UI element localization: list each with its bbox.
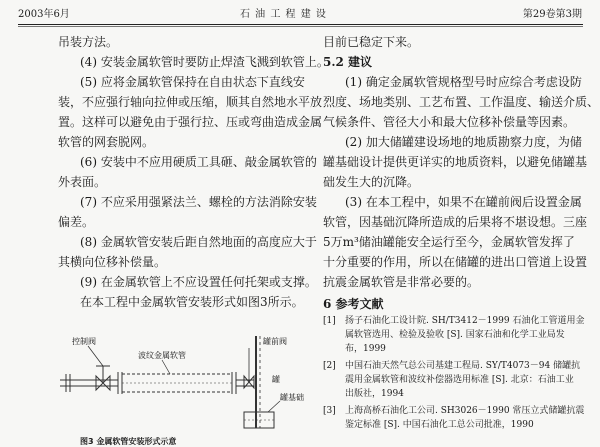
figure-3 xyxy=(58,316,308,431)
reference-text-line: 出版社，1994 xyxy=(345,389,404,399)
body-text-line: (1) 确定金属软管规格型号时应综合考虑设防 xyxy=(345,75,582,89)
recommendation-paragraph xyxy=(323,132,588,192)
recommendations-body xyxy=(323,72,600,292)
body-text-line: 置。这样可以避免由于强行拉、压或弯曲造成金属 xyxy=(58,115,323,129)
body-text-line: 5万m³储油罐能安全运行至今，金属软管发挥了 xyxy=(323,235,575,249)
body-text-line: 十分重要的作用，所以在储罐的进出口管道上设置 xyxy=(323,255,588,269)
body-text-line: 础发生大的沉降。 xyxy=(323,175,420,189)
right-column xyxy=(323,32,600,435)
section-heading-5-2: 5.2 建议 xyxy=(323,55,373,69)
recommendation-paragraph xyxy=(323,192,588,292)
body-text-line: (4) 安装金属软管时要防止焊渣飞溅到软管上。 xyxy=(80,55,329,69)
reference-item xyxy=(323,404,585,432)
header-volume: 第29卷第3期 xyxy=(522,9,582,20)
reference-list xyxy=(323,314,585,432)
body-text-line: (6) 安装中不应用硬质工具砸、敲金属软管的 xyxy=(80,155,317,169)
intro-line: 目前已稳定下来。 xyxy=(323,35,420,49)
body-text-line: 烈度、场地类别、工艺布置、工作温度、输送介质、 xyxy=(323,95,600,109)
header-date: 2003年6月 xyxy=(18,9,70,20)
figure-label-control-valve: 控制阀 xyxy=(72,337,96,346)
left-body-text xyxy=(58,32,329,312)
body-text-line: (3) 在本工程中，如果不在罐前阀后设置金属 xyxy=(345,195,582,209)
reference-number: [2] xyxy=(323,361,336,371)
body-text-line: 在本工程中金属软管安装形式如图3所示。 xyxy=(80,295,304,309)
body-text-line: (5) 应将金属软管保持在自由状态下直线安 xyxy=(80,75,305,89)
body-text-line: 抗震金属软管是非常必要的。 xyxy=(323,275,480,289)
body-text-line: (8) 金属软管安装后距自然地面的高度应大于 xyxy=(80,235,317,249)
figure-label-hose: 波纹金属软管 xyxy=(138,351,186,360)
figure-label-foundation: 罐基础 xyxy=(280,393,304,402)
header-journal: 石 油 工 程 建 设 xyxy=(240,9,327,20)
left-column xyxy=(58,32,329,447)
header-rule-thin xyxy=(18,26,583,27)
figure-caption: 图3 金属软管安装形式示意 xyxy=(80,437,177,446)
figure-label-tank: 罐 xyxy=(272,375,280,384)
header-rule xyxy=(18,24,583,25)
body-text-line: (7) 不应采用强紧法兰、螺栓的方法消除安装 xyxy=(80,195,317,209)
reference-number: [1] xyxy=(323,316,336,326)
reference-number: [3] xyxy=(323,406,336,416)
reference-text-line: 震用金属软管和波纹补偿器选用标准 [S]. 北京：石油工业 xyxy=(345,375,574,385)
reference-text-line: 布，1999 xyxy=(345,344,386,354)
reference-item xyxy=(323,359,581,401)
body-text-line: 吊装方法。 xyxy=(58,35,119,49)
body-text-line: 外表面。 xyxy=(58,175,107,189)
reference-text-line: 属软管选用、检验及验收 [S]. 国家石油和化学工业局发 xyxy=(345,330,565,340)
reference-text-line: 鉴定标准 [S]. 中国石油化工总公司批准，1990 xyxy=(345,420,534,430)
reference-text-line: 扬子石油化工设计院. SH/T3412－1999 石油化工管道用金 xyxy=(345,316,585,326)
running-header xyxy=(0,0,600,24)
body-text-line: 软管，因基础沉降所造成的后果将不堪设想。三座 xyxy=(323,215,588,229)
recommendation-paragraph xyxy=(323,72,600,132)
body-text-line: 气候条件、管径大小和最大位移补偿量等因素。 xyxy=(323,115,576,129)
reference-item xyxy=(323,314,585,356)
reference-text-line: 上海高桥石油化工公司. SH3026－1990 常压立式储罐抗震 xyxy=(345,406,585,416)
body-text-line: 罐基础设计提供更详实的地质资料，以避免储罐基 xyxy=(323,155,588,169)
reference-text-line: 中国石油天然气总公司基建工程局. SY/T4073－94 储罐抗 xyxy=(345,361,581,371)
body-text-line: 偏差。 xyxy=(58,215,95,229)
body-text-line: (9) 在金属软管上不应设置任何托架或支撑。 xyxy=(80,275,317,289)
body-text-line: 装，不应强行轴向拉伸或压缩，顺其自然地水平放 xyxy=(58,95,323,109)
body-text-line: 其横向位移补偿量。 xyxy=(58,255,167,269)
body-text-line: 软管的网套脱网。 xyxy=(58,135,155,149)
figure-label-tank-wall: 罐前阀 xyxy=(263,337,287,346)
body-text-line: (2) 加大储罐建设场地的地质勘察力度，为储 xyxy=(345,135,582,149)
references-heading: 6 参考文献 xyxy=(323,297,384,311)
